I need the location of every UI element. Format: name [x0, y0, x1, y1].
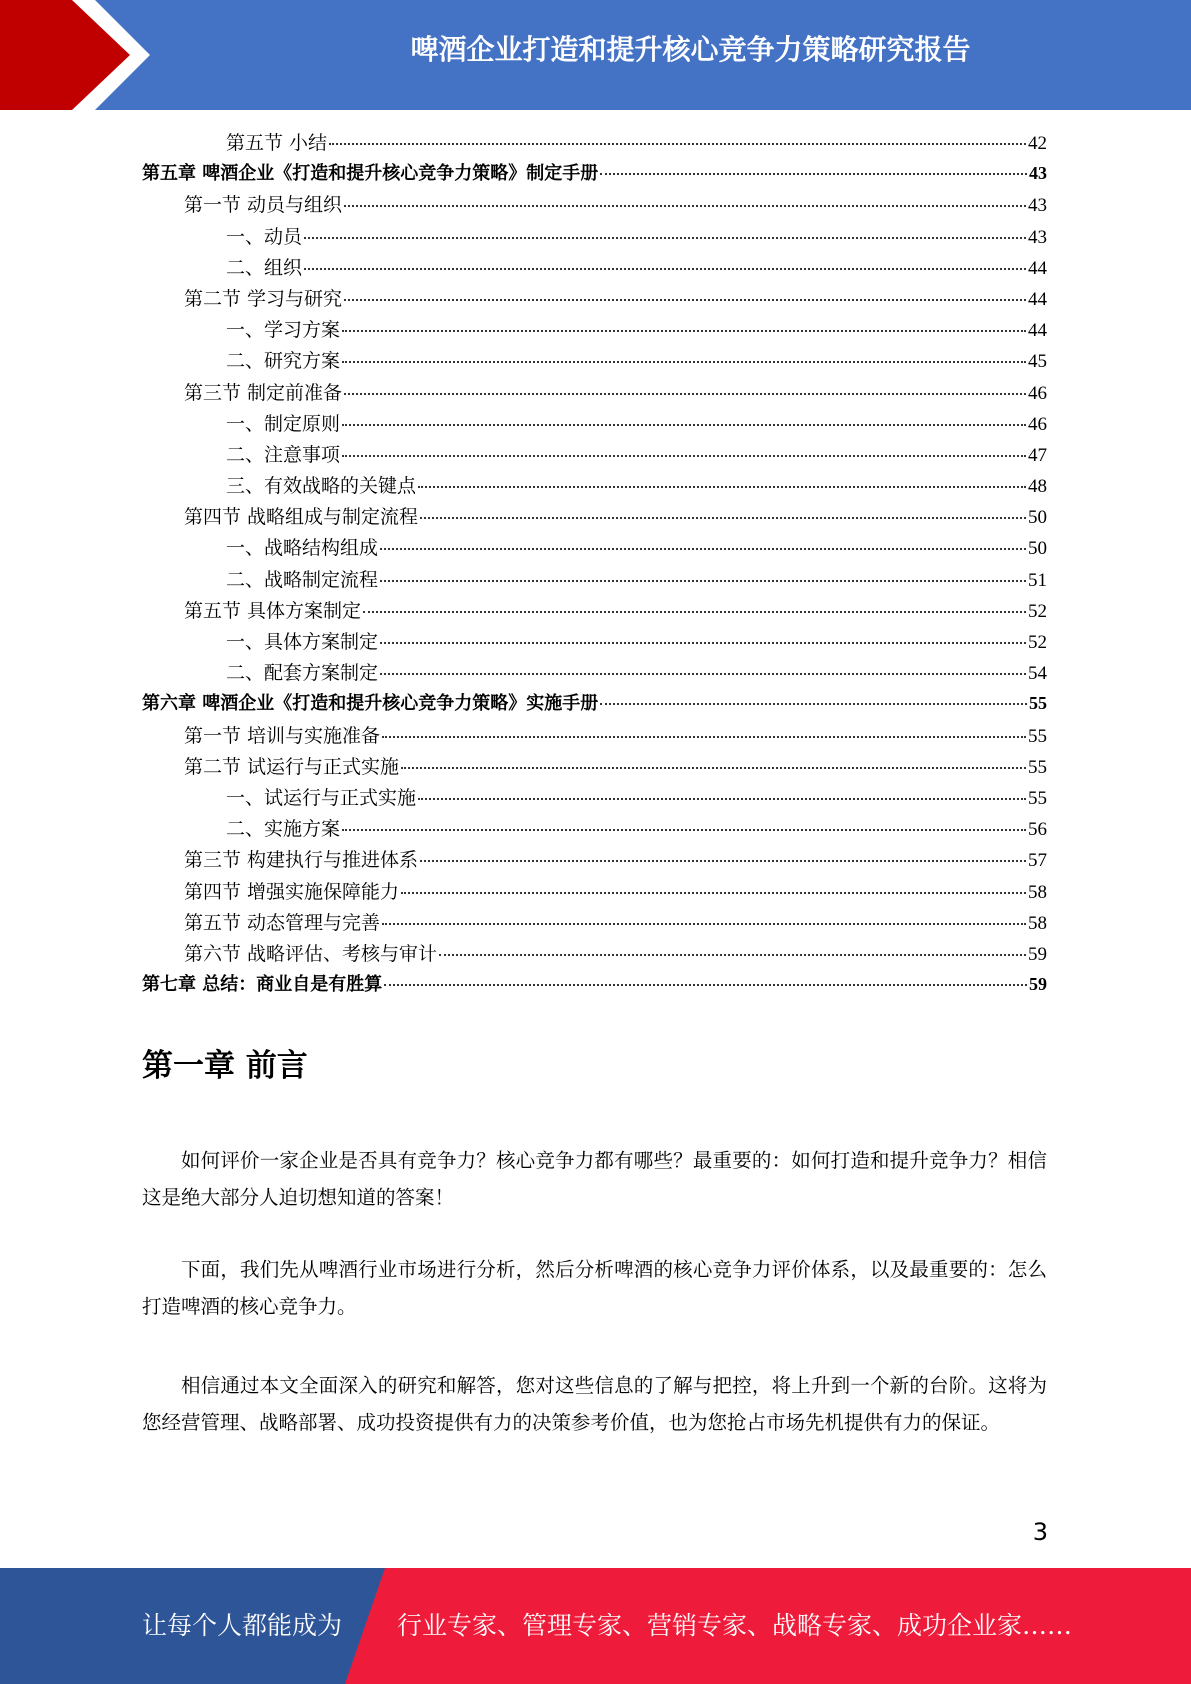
- toc-entry-page: 56: [1028, 819, 1047, 841]
- toc-entry-title: 第一节 培训与实施准备: [184, 724, 381, 747]
- toc-entry-title: 一、制定原则: [226, 412, 341, 435]
- toc-entry-page: 50: [1028, 507, 1047, 529]
- toc-entry-title: 三、有效战略的关键点: [226, 475, 417, 498]
- toc-entry[interactable]: [142, 908, 1047, 939]
- page-footer: [0, 1568, 1191, 1684]
- toc-entry[interactable]: [142, 128, 1047, 159]
- toc-entry[interactable]: [142, 440, 1047, 471]
- toc-entry-page: 55: [1028, 725, 1047, 747]
- toc-entry[interactable]: [142, 783, 1047, 814]
- toc-entry-title: 第二节 试运行与正式实施: [184, 755, 400, 778]
- toc-dot-leader: [342, 424, 1026, 426]
- toc-dot-leader: [401, 767, 1026, 769]
- toc-dot-leader: [382, 923, 1026, 925]
- toc-entry[interactable]: [142, 814, 1047, 845]
- toc-entry-title: 第五节 具体方案制定: [184, 599, 362, 622]
- toc-dot-leader: [382, 736, 1026, 738]
- toc-entry-page: 55: [1029, 693, 1047, 714]
- toc-entry-page: 44: [1028, 320, 1047, 342]
- toc-entry-title: 第四节 增强实施保障能力: [184, 880, 400, 903]
- toc-dot-leader: [363, 611, 1026, 613]
- toc-entry[interactable]: [142, 409, 1047, 440]
- toc-entry-title: 第五节 动态管理与完善: [184, 911, 381, 934]
- toc-dot-leader: [344, 393, 1026, 395]
- toc-dot-leader: [600, 703, 1027, 705]
- toc-dot-leader: [420, 860, 1026, 862]
- toc-entry-page: 46: [1028, 413, 1047, 435]
- toc-dot-leader: [380, 580, 1026, 582]
- toc-dot-leader: [304, 268, 1026, 270]
- toc-entry-title: 二、研究方案: [226, 350, 341, 373]
- toc-entry-page: 43: [1028, 195, 1047, 217]
- toc-entry[interactable]: [142, 253, 1047, 284]
- toc-entry[interactable]: [142, 284, 1047, 315]
- toc-dot-leader: [342, 829, 1026, 831]
- toc-entry[interactable]: [142, 627, 1047, 658]
- toc-entry-title: 第一节 动员与组织: [184, 194, 343, 217]
- toc-entry-title: 一、试运行与正式实施: [226, 786, 417, 809]
- toc-dot-leader: [344, 205, 1026, 207]
- toc-entry[interactable]: [142, 222, 1047, 253]
- toc-entry-title: 二、注意事项: [226, 443, 341, 466]
- toc-entry-page: 43: [1028, 226, 1047, 248]
- toc-entry-page: 52: [1028, 632, 1047, 653]
- intro-paragraph: 相信通过本文全面深入的研究和解答，您对这些信息的了解与把控，将上升到一个新的台阶。这将为您经营管理、战略部署、成功投资提供有力的决策参考价值，也为您抢占市场先机提供有力的保证。: [142, 1374, 1047, 1434]
- toc-dot-leader: [439, 954, 1026, 956]
- toc-entry-page: 46: [1028, 382, 1047, 404]
- toc-entry-title: 第二节 学习与研究: [184, 287, 343, 310]
- intro-paragraph: 如何评价一家企业是否具有竞争力？核心竞争力都有哪些？最重要的：如何打造和提升竞争力？相信这是绝大部分人迫切想知道的答案！: [142, 1149, 1047, 1209]
- toc-dot-leader: [384, 984, 1027, 986]
- toc-entry[interactable]: [142, 721, 1047, 752]
- toc-entry-page: 59: [1029, 974, 1047, 995]
- toc-dot-leader: [420, 517, 1026, 519]
- chapter-title: 第一章 前言: [142, 1048, 308, 1084]
- toc-entry-page: 55: [1028, 787, 1047, 809]
- toc-entry-page: 54: [1028, 663, 1047, 685]
- toc-entry[interactable]: [142, 190, 1047, 221]
- toc-entry[interactable]: [142, 502, 1047, 533]
- toc-dot-leader: [380, 673, 1026, 675]
- toc-entry[interactable]: [142, 939, 1047, 970]
- toc-entry[interactable]: [142, 533, 1047, 564]
- toc-entry[interactable]: [142, 845, 1047, 876]
- toc-entry-title: 一、战略结构组成: [226, 537, 379, 560]
- toc-entry-page: 50: [1028, 538, 1047, 560]
- toc-entry-title: 第四节 战略组成与制定流程: [184, 506, 419, 529]
- toc-entry-title: 一、具体方案制定: [226, 631, 379, 653]
- toc-dot-leader: [344, 299, 1026, 301]
- toc-entry-title: 二、配套方案制定: [226, 662, 379, 685]
- table-of-contents: [142, 128, 1047, 1001]
- toc-entry-page: 55: [1028, 756, 1047, 778]
- toc-entry-title: 第五章 啤酒企业《打造和提升核心竞争力策略》制定手册: [142, 163, 599, 185]
- toc-entry-title: 第三节 构建执行与推进体系: [184, 849, 419, 872]
- toc-dot-leader: [418, 486, 1026, 488]
- toc-dot-leader: [329, 143, 1026, 145]
- toc-entry-page: 44: [1028, 288, 1047, 310]
- toc-dot-leader: [342, 455, 1026, 457]
- toc-entry-page: 42: [1028, 133, 1047, 154]
- intro-paragraph: 下面，我们先从啤酒行业市场进行分析，然后分析啤酒的核心竞争力评价体系，以及最重要的：怎么打造啤酒的核心竞争力。: [142, 1258, 1047, 1318]
- toc-entry-title: 一、动员: [226, 225, 303, 248]
- toc-entry-title: 第七章 总结：商业自是有胜算: [142, 974, 383, 996]
- toc-entry-page: 47: [1028, 444, 1047, 466]
- toc-entry-page: 58: [1028, 912, 1047, 934]
- toc-entry-title: 第六节 战略评估、考核与审计: [184, 942, 438, 965]
- footer-slogan-left: 让每个人都能成为: [142, 1611, 343, 1640]
- toc-entry-page: 43: [1029, 163, 1047, 184]
- toc-entry[interactable]: [142, 346, 1047, 377]
- toc-entry-page: 51: [1028, 569, 1047, 591]
- toc-dot-leader: [304, 237, 1026, 239]
- toc-entry-title: 第五节 小结: [226, 132, 328, 154]
- toc-entry-title: 一、学习方案: [226, 319, 341, 342]
- toc-entry-page: 45: [1028, 351, 1047, 373]
- toc-dot-leader: [342, 330, 1026, 332]
- toc-entry[interactable]: [142, 658, 1047, 689]
- toc-entry[interactable]: [142, 315, 1047, 346]
- toc-entry-page: 59: [1028, 943, 1047, 965]
- toc-dot-leader: [418, 798, 1026, 800]
- toc-entry[interactable]: [142, 471, 1047, 502]
- toc-entry[interactable]: [142, 752, 1047, 783]
- toc-entry[interactable]: [142, 378, 1047, 409]
- toc-dot-leader: [342, 361, 1026, 363]
- footer-slogan-right: 行业专家、管理专家、营销专家、战略专家、成功企业家……: [397, 1611, 1073, 1640]
- toc-entry-page: 44: [1028, 257, 1047, 279]
- toc-entry-title: 二、组织: [226, 256, 303, 279]
- toc-entry-page: 57: [1028, 850, 1047, 872]
- header-title: 啤酒企业打造和提升核心竞争力策略研究报告: [410, 33, 971, 66]
- toc-entry[interactable]: [142, 565, 1047, 596]
- toc-dot-leader: [380, 642, 1026, 644]
- toc-entry-title: 第三节 制定前准备: [184, 381, 343, 404]
- toc-entry-title: 二、实施方案: [226, 818, 341, 841]
- toc-entry[interactable]: [142, 596, 1047, 627]
- toc-entry-page: 52: [1028, 600, 1047, 622]
- toc-entry[interactable]: [142, 877, 1047, 908]
- toc-entry-page: 48: [1028, 476, 1047, 498]
- toc-dot-leader: [401, 892, 1026, 894]
- toc-entry[interactable]: [142, 689, 1047, 720]
- page-number: 3: [1032, 1518, 1048, 1546]
- toc-dot-leader: [380, 548, 1026, 550]
- toc-entry-title: 第六章 啤酒企业《打造和提升核心竞争力策略》实施手册: [142, 693, 599, 715]
- toc-entry[interactable]: [142, 159, 1047, 190]
- toc-entry[interactable]: [142, 970, 1047, 1001]
- toc-entry-title: 二、战略制定流程: [226, 568, 379, 591]
- toc-dot-leader: [600, 173, 1027, 175]
- header-red-arrow: [0, 0, 150, 110]
- toc-entry-page: 58: [1028, 881, 1047, 903]
- page-header: [0, 0, 1191, 110]
